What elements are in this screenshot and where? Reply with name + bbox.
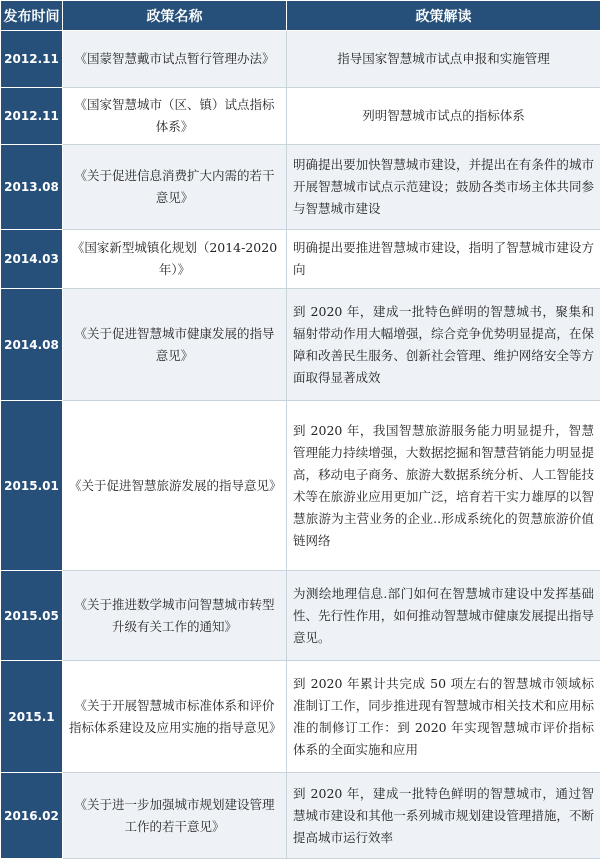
policy-description-cell: 列明智慧城市试点的指标体系	[287, 88, 600, 145]
policy-description-cell: 到 2020 年累计共完成 50 项左右的智慧城市领域标准制订工作，同步推进现有智慧城市相关技术和应用标准的制修订工作：到 2020 年实现智慧城市评价指标体系的全面实施和应用	[287, 661, 600, 773]
date-cell: 2014.08	[1, 289, 63, 401]
policy-name-cell: 《关于进一步加强城市规划建设管理工作的若干意见》	[63, 773, 287, 859]
table-row	[1, 571, 600, 661]
header-row	[1, 1, 600, 31]
table-row	[1, 145, 600, 230]
date-cell: 2013.08	[1, 145, 63, 230]
table-row	[1, 230, 600, 289]
header-description: 政策解读	[287, 1, 600, 31]
policy-name-cell: 《关于促进智慧旅游发展的指导意见》	[63, 401, 287, 571]
table-row	[1, 773, 600, 859]
table-row	[1, 661, 600, 773]
header-date: 发布时间	[1, 1, 63, 31]
policy-description-cell: 到 2020 年，建成一批特色鲜明的智慧城市，通过智慧城市建设和其他一系列城市规划建设管理措施，不断提高城市运行效率	[287, 773, 600, 859]
date-cell: 2014.03	[1, 230, 63, 289]
date-cell: 2015.1	[1, 661, 63, 773]
policy-name-cell: 《关于促进智慧城市健康发展的指导意见》	[63, 289, 287, 401]
policy-name-cell: 《关于推进数学城市问智慧城市转型升级有关工作的通知》	[63, 571, 287, 661]
date-cell: 2012.11	[1, 31, 63, 88]
policy-name-cell: 《国蒙智慧戴市试点暂行管理办法》	[63, 31, 287, 88]
policy-description-cell: 到 2020 年，我国智慧旅游服务能力明显提升，智慧管理能力持续增强，大数据挖掘和智慧营销能力明显提高，移动电子商务、旅游大数据系统分析、人工智能技术等在旅游业应用更加广泛，培育若干实力雄厚的以智慧旅游为主营业务的企业..形成系统化的贺慧旅游价值链网络	[287, 401, 600, 571]
date-cell: 2015.05	[1, 571, 63, 661]
policy-name-cell: 《国家新型城镇化规划（2014-2020年）》	[63, 230, 287, 289]
date-cell: 2016.02	[1, 773, 63, 859]
table-row	[1, 31, 600, 88]
table-row	[1, 289, 600, 401]
policy-description-cell: 明确提出要加快智慧城市建设，并提出在有条件的城市开展智慧城市试点示范建设；鼓励各类市场主体共同参与智慧城市建设	[287, 145, 600, 230]
policy-description-cell: 到 2020 年，建成一批特色鲜明的智慧城书，聚集和辐射带动作用大幅增强，综合竞争优势明显提高，在保障和改善民生服务、创新社会管理、维护网络安全等方面取得显著成效	[287, 289, 600, 401]
policy-name-cell: 《关于促进信息消费扩大内需的若干意见》	[63, 145, 287, 230]
header-name: 政策名称	[63, 1, 287, 31]
policy-name-cell: 《关于开展智慧城市标准体系和评价指标体系建设及应用实施的指导意见》	[63, 661, 287, 773]
policy-name-cell: 《国家智慧城市（区、镇）试点指标体系》	[63, 88, 287, 145]
policy-description-cell: 为测绘地理信息.部门如何在智慧城市建设中发挥基础性、先行性作用，如何推动智慧城市健康发展提出指导意见。	[287, 571, 600, 661]
table-row	[1, 88, 600, 145]
date-cell: 2012.11	[1, 88, 63, 145]
date-cell: 2015.01	[1, 401, 63, 571]
policy-description-cell: 明确提出要推进智慧城市建设，指明了智慧城市建设方向	[287, 230, 600, 289]
policy-description-cell: 指导国家智慧城市试点申报和实施管理	[287, 31, 600, 88]
table-row	[1, 401, 600, 571]
